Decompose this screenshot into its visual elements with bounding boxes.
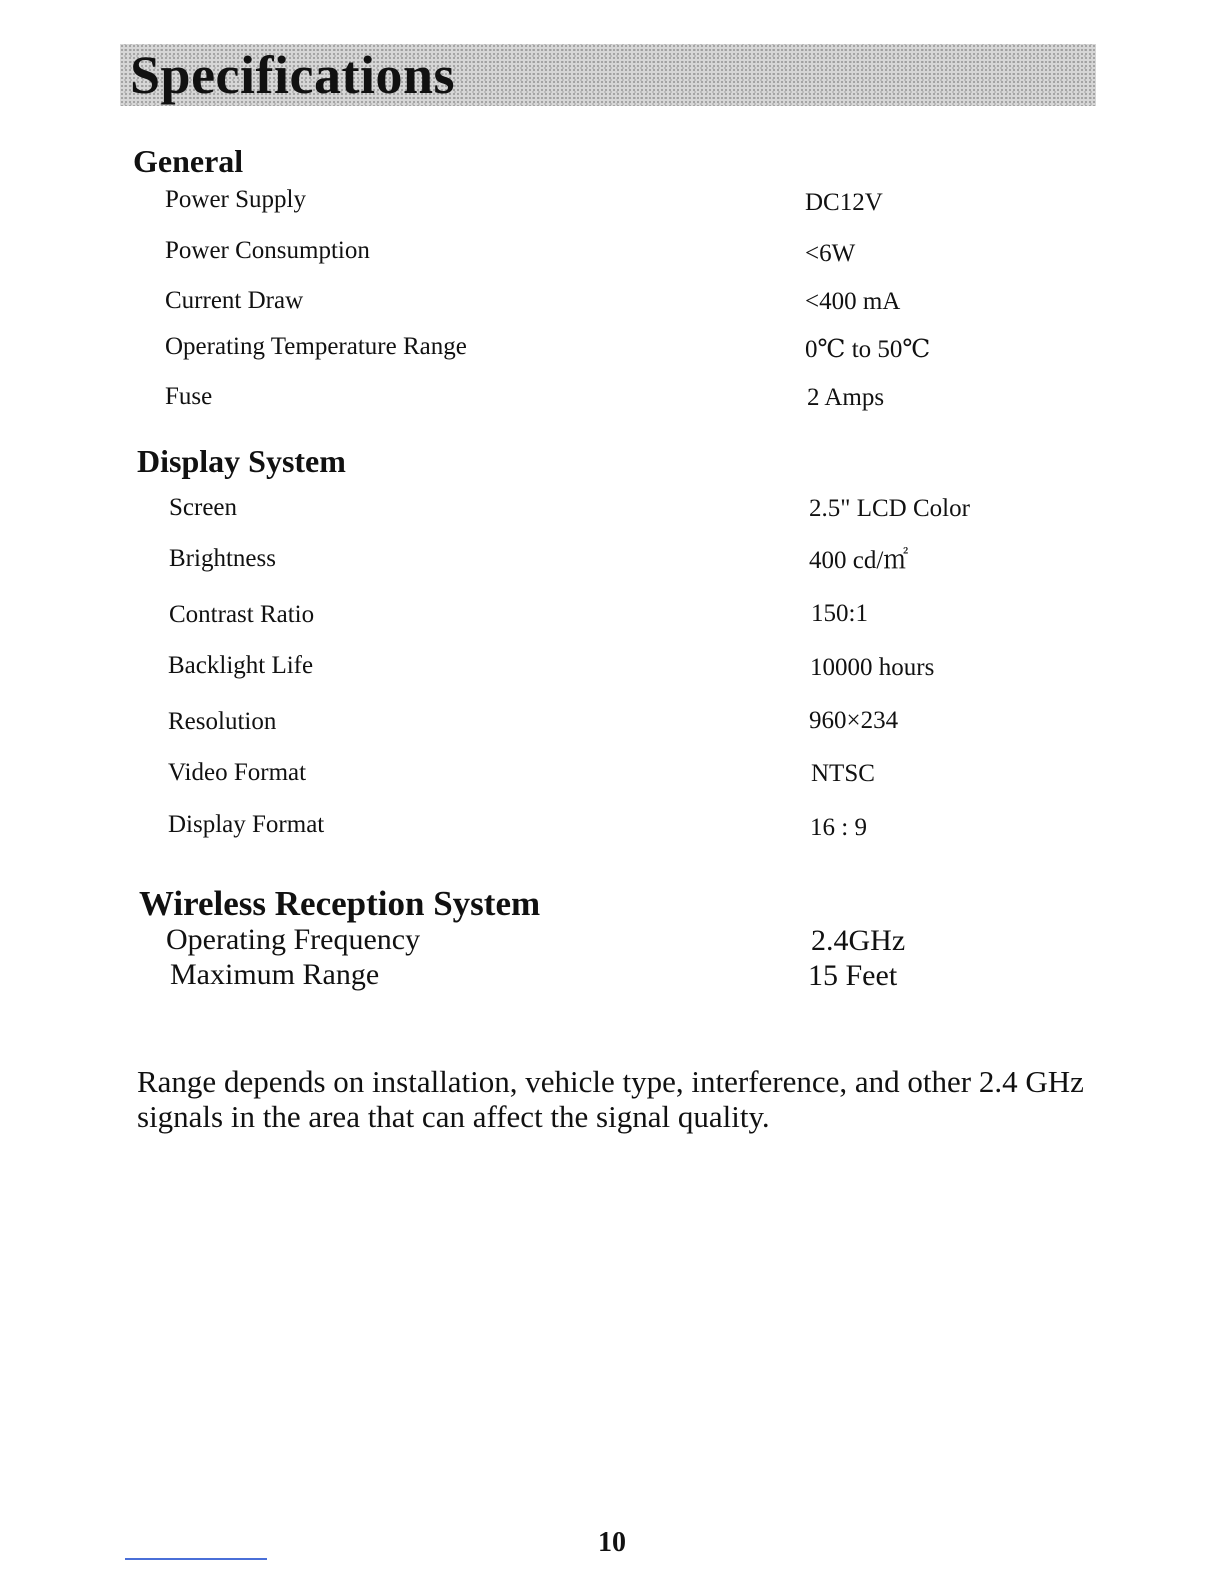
footer-rule: [125, 1558, 267, 1560]
section-heading-general: General: [133, 143, 244, 179]
spec-label-power-supply: Power Supply: [165, 186, 306, 213]
spec-label-operating-temperature: Operating Temperature Range: [165, 333, 467, 360]
spec-value-resolution: 960×234: [809, 707, 899, 734]
spec-value-current-draw: <400 mA: [805, 288, 901, 315]
spec-label-screen: Screen: [169, 494, 238, 521]
spec-value-operating-frequency: 2.4GHz: [811, 924, 906, 957]
spec-value-brightness: 400 cd/㎡: [809, 547, 909, 574]
spec-label-power-consumption: Power Consumption: [165, 237, 370, 264]
spec-value-maximum-range: 15 Feet: [808, 959, 898, 992]
section-heading-wireless-reception: Wireless Reception System: [139, 884, 541, 923]
spec-value-backlight-life: 10000 hours: [810, 654, 935, 681]
page-number: 10: [598, 1527, 626, 1558]
spec-value-screen: 2.5" LCD Color: [809, 495, 970, 522]
spec-value-video-format: NTSC: [811, 760, 875, 787]
page-title: Specifications: [130, 45, 455, 105]
spec-label-resolution: Resolution: [168, 708, 277, 735]
spec-label-maximum-range: Maximum Range: [170, 958, 380, 991]
spec-label-current-draw: Current Draw: [165, 287, 304, 314]
range-note: Range depends on installation, vehicle type, interference, and other 2.4 GHz signals in the area that can affect the signal quality.: [137, 1064, 1084, 1134]
spec-label-video-format: Video Format: [168, 759, 307, 786]
spec-value-contrast-ratio: 150:1: [811, 600, 868, 627]
spec-label-operating-frequency: Operating Frequency: [166, 923, 421, 956]
spec-label-brightness: Brightness: [169, 545, 276, 572]
spec-value-display-format: 16 : 9: [810, 814, 867, 841]
section-heading-display-system: Display System: [137, 443, 346, 479]
spec-label-contrast-ratio: Contrast Ratio: [169, 601, 315, 628]
spec-label-fuse: Fuse: [165, 383, 213, 410]
spec-value-fuse: 2 Amps: [807, 384, 885, 411]
spec-value-power-supply: DC12V: [805, 189, 883, 216]
spec-label-backlight-life: Backlight Life: [168, 652, 314, 679]
spec-value-operating-temperature: 0℃ to 50℃: [805, 336, 931, 363]
spec-value-power-consumption: <6W: [805, 240, 856, 267]
spec-label-display-format: Display Format: [168, 811, 325, 838]
